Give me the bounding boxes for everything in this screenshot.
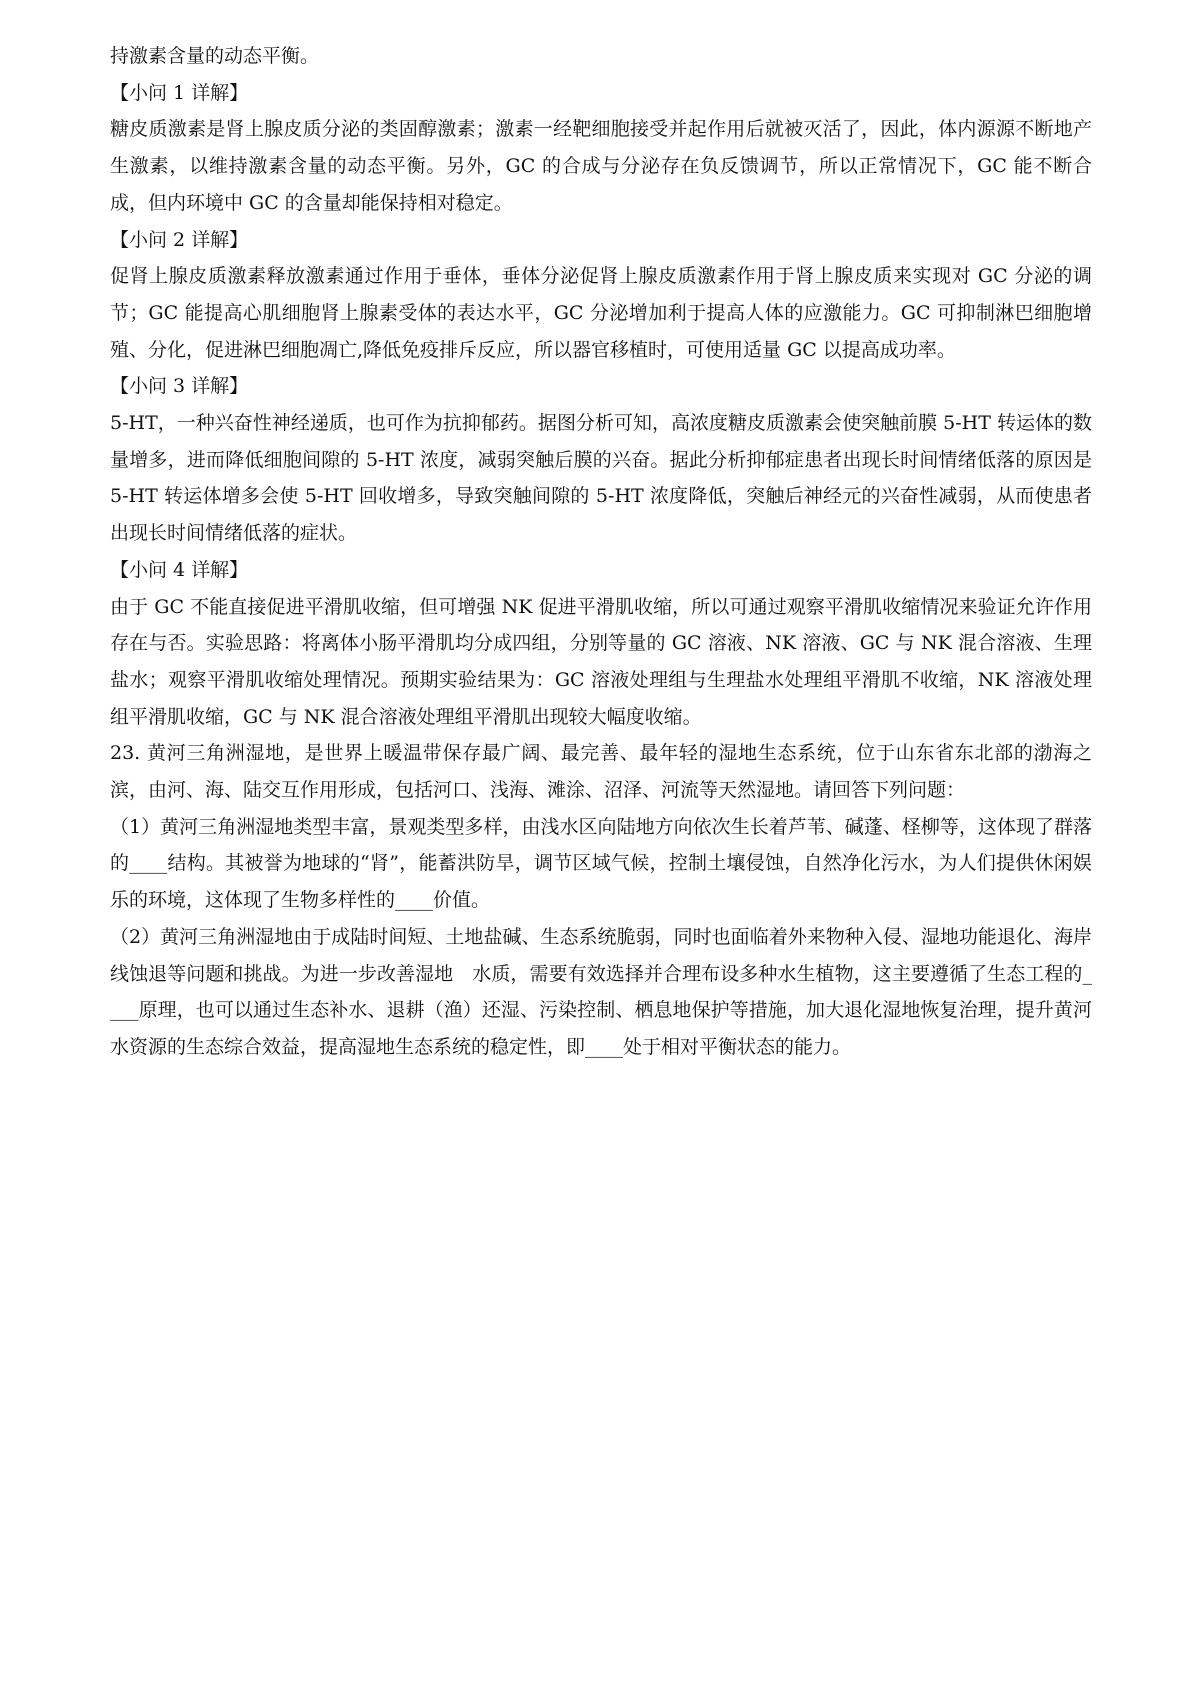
paragraph-continuation: 持激素含量的动态平衡。 — [110, 45, 320, 67]
subquestion-3-heading: 【小问 3 详解】 — [110, 375, 249, 398]
question-23-stem: 23. 黄河三角洲湿地，是世界上暖温带保存最广阔、最完善、最年轻的湿地生态系统，位于山东省东北部的渤海之滨，由河、海、陆交互作用形成，包括河口、浅海、滩涂、沼泽、河流等天然湿地。请回答下列问题： — [110, 742, 1092, 802]
subquestion-2-heading: 【小问 2 详解】 — [110, 228, 249, 251]
subquestion-1-explanation: 糖皮质激素是肾上腺皮质分泌的类固醇激素；激素一经靶细胞接受并起作用后就被灭活了，因此，体内源源不断地产生激素，以维持激素含量的动态平衡。另外，GC 的合成与分泌存在负反馈调节，所以正常情况下，GC 能不断合成，但内环境中 GC 的含量却能保持相对稳定。 — [110, 118, 1092, 214]
question-23-part-1: （1）黄河三角洲湿地类型丰富，景观类型多样，由浅水区向陆地方向依次生长着芦苇、碱蓬、柽柳等，这体现了群落的____结构。其被誉为地球的“肾”，能蓄洪防旱，调节区域气候，控制土壤侵蚀，自然净化污水，为人们提供休闲娱乐的环境，这体现了生物多样性的____价值。 — [110, 815, 1092, 912]
subquestion-1-heading: 【小问 1 详解】 — [110, 81, 249, 104]
subquestion-3-explanation: 5-HT，一种兴奋性神经递质，也可作为抗抑郁药。据图分析可知，高浓度糖皮质激素会使突触前膜 5-HT 转运体的数量增多，进而降低细胞间隙的 5-HT 浓度，减弱突触后膜的兴奋。据此分析抑郁症患者出现长时间情绪低落的原因是 5-HT 转运体增多会使 5-HT 回收增多，导致突触间隙的 5-HT 浓度降低，突触后神经元的兴奋性减弱，从而使患者出现长时间情绪低落的症状。 — [110, 412, 1092, 545]
subquestion-4-explanation: 由于 GC 不能直接促进平滑肌收缩，但可增强 NK 促进平滑肌收缩，所以可通过观察平滑肌收缩情况来验证允许作用存在与否。实验思路：将离体小肠平滑肌均分成四组，分别等量的 GC 溶液、NK 溶液、GC 与 NK 混合溶液、生理盐水；观察平滑肌收缩处理情况。预期实验结果为：GC 溶液处理组与生理盐水处理组平滑肌不收缩，NK 溶液处理组平滑肌收缩，GC 与 NK 混合溶液处理组平滑肌出现较大幅度收缩。 — [110, 595, 1092, 728]
question-23-part-2: （2）黄河三角洲湿地由于成陆时间短、土地盐碱、生态系统脆弱，同时也面临着外来物种入侵、湿地功能退化、海岸线蚀退等问题和挑战。为进一步改善湿地 水质，需要有效选择并合理布设多种水生植物，这主要遵循了生态工程的____原理，也可以通过生态补水、退耕（渔）还湿、污染控制、栖息地保护等措施，加大退化湿地恢复治理，提升黄河水资源的生态综合效益，提高湿地生态系统的稳定性，即____处于相对平衡状态的能力。 — [110, 925, 1092, 1058]
subquestion-2-explanation: 促肾上腺皮质激素释放激素通过作用于垂体，垂体分泌促肾上腺皮质激素作用于肾上腺皮质来实现对 GC 分泌的调节；GC 能提高心肌细胞肾上腺素受体的表达水平，GC 分泌增加利于提高人体的应激能力。GC 可抑制淋巴细胞增殖、分化，促进淋巴细胞凋亡,降低免疫排斥反应，所以器官移植时，可使用适量 GC 以提高成功率。 — [110, 265, 1092, 361]
document-body — [110, 38, 1092, 1066]
subquestion-4-heading: 【小问 4 详解】 — [110, 558, 249, 581]
